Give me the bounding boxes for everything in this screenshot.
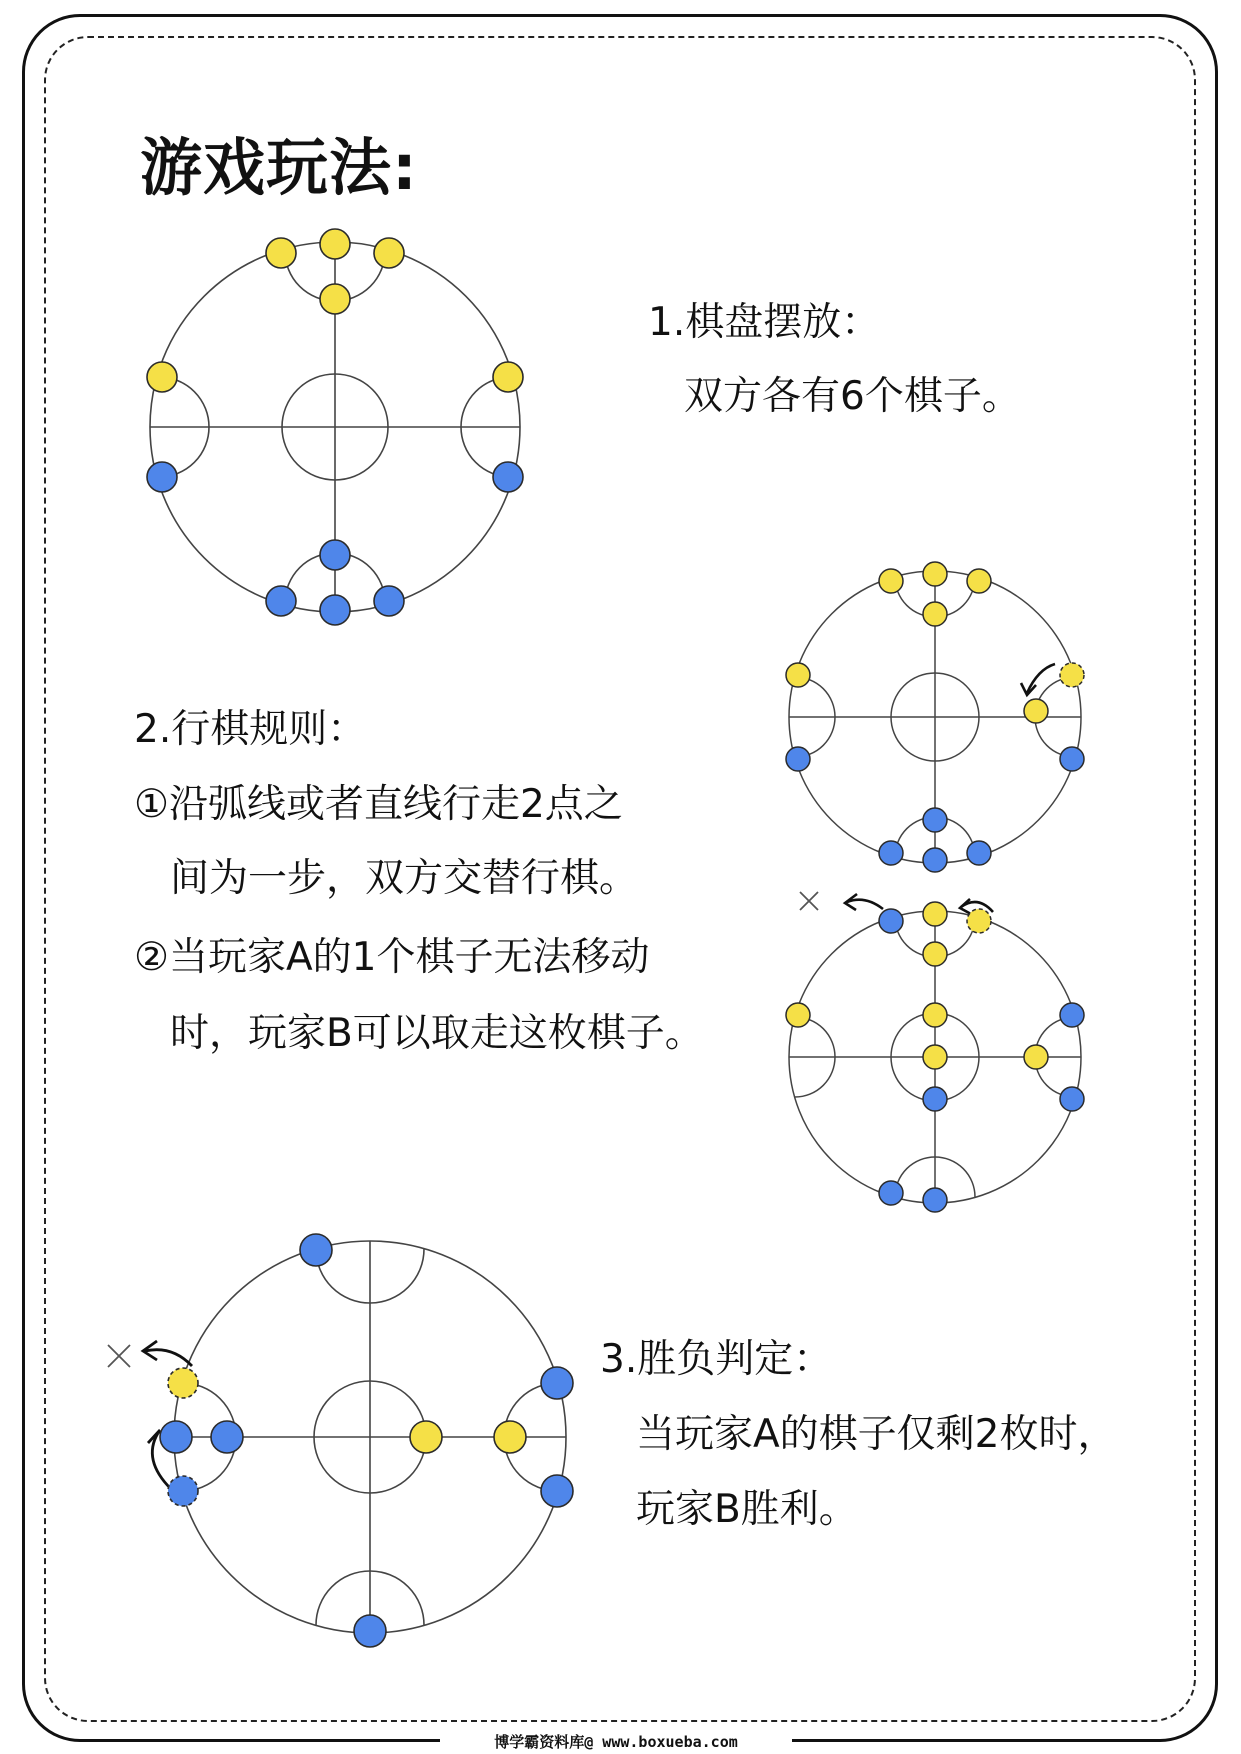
rule2-line2: 时，玩家B可以取走这枚棋子。 xyxy=(170,1011,704,1056)
blue-piece xyxy=(354,1615,386,1647)
yellow-piece xyxy=(320,229,350,259)
yellow-piece xyxy=(320,284,350,314)
blue-piece xyxy=(786,747,810,771)
blue-piece xyxy=(374,586,404,616)
yellow-piece xyxy=(1024,1045,1048,1069)
blue-piece xyxy=(1060,1003,1084,1027)
yellow-piece xyxy=(786,663,810,687)
blue-piece xyxy=(541,1475,573,1507)
section2-heading: 2.行棋规则： xyxy=(134,707,367,752)
rule1-line2: 间为一步，双方交替行棋。 xyxy=(170,856,639,901)
blue-piece xyxy=(211,1421,243,1453)
rule1-line1: ①沿弧线或者直线行走2点之 xyxy=(134,782,623,827)
yellow-piece xyxy=(493,362,523,392)
yellow-piece xyxy=(923,902,947,926)
yellow-piece xyxy=(266,238,296,268)
removed-mark-icon xyxy=(108,1345,130,1367)
blue-piece xyxy=(320,595,350,625)
blue-piece xyxy=(923,848,947,872)
blue-piece xyxy=(320,540,350,570)
blue-piece xyxy=(147,462,177,492)
yellow-piece xyxy=(786,1003,810,1027)
footer-watermark: 博学霸资料库@ www.boxueba.com xyxy=(440,1730,792,1754)
removed-mark-icon xyxy=(800,892,818,910)
yellow-piece-old-position xyxy=(967,909,991,933)
board-move-example xyxy=(775,552,1095,882)
yellow-piece xyxy=(147,362,177,392)
section1-text: 双方各有6个棋子。 xyxy=(684,374,1021,419)
board-initial xyxy=(130,222,540,632)
yellow-piece xyxy=(923,1045,947,1069)
blue-piece xyxy=(300,1234,332,1266)
yellow-piece-old-position xyxy=(1060,663,1084,687)
yellow-piece-captured xyxy=(168,1368,198,1398)
yellow-piece xyxy=(374,238,404,268)
yellow-piece xyxy=(923,562,947,586)
blue-piece xyxy=(1060,1087,1084,1111)
yellow-piece xyxy=(879,569,903,593)
yellow-piece xyxy=(410,1421,442,1453)
blue-piece xyxy=(879,1181,903,1205)
page-title: 游戏玩法: xyxy=(140,131,418,204)
yellow-piece xyxy=(494,1421,526,1453)
yellow-piece xyxy=(967,569,991,593)
blue-piece xyxy=(541,1367,573,1399)
blue-piece xyxy=(879,841,903,865)
blue-piece xyxy=(266,586,296,616)
yellow-piece xyxy=(923,1003,947,1027)
blue-piece xyxy=(493,462,523,492)
blue-piece xyxy=(967,841,991,865)
board-capture-example xyxy=(775,892,1095,1222)
blue-piece xyxy=(923,1188,947,1212)
blue-piece xyxy=(923,808,947,832)
blue-piece-captured xyxy=(879,909,903,933)
yellow-piece xyxy=(923,942,947,966)
section3-line2: 玩家B胜利。 xyxy=(636,1487,858,1532)
section1-heading: 1.棋盘摆放： xyxy=(648,300,881,345)
yellow-piece xyxy=(923,602,947,626)
section3-heading: 3.胜负判定： xyxy=(600,1337,833,1382)
blue-piece xyxy=(160,1421,192,1453)
board-win-example xyxy=(90,1202,590,1662)
section3-line1: 当玩家A的棋子仅剩2枚时， xyxy=(636,1412,1117,1457)
blue-piece-old-position xyxy=(168,1476,198,1506)
blue-piece xyxy=(1060,747,1084,771)
yellow-piece-moved xyxy=(1024,699,1048,723)
blue-piece xyxy=(923,1087,947,1111)
rule2-line1: ②当玩家A的1个棋子无法移动 xyxy=(134,935,650,980)
